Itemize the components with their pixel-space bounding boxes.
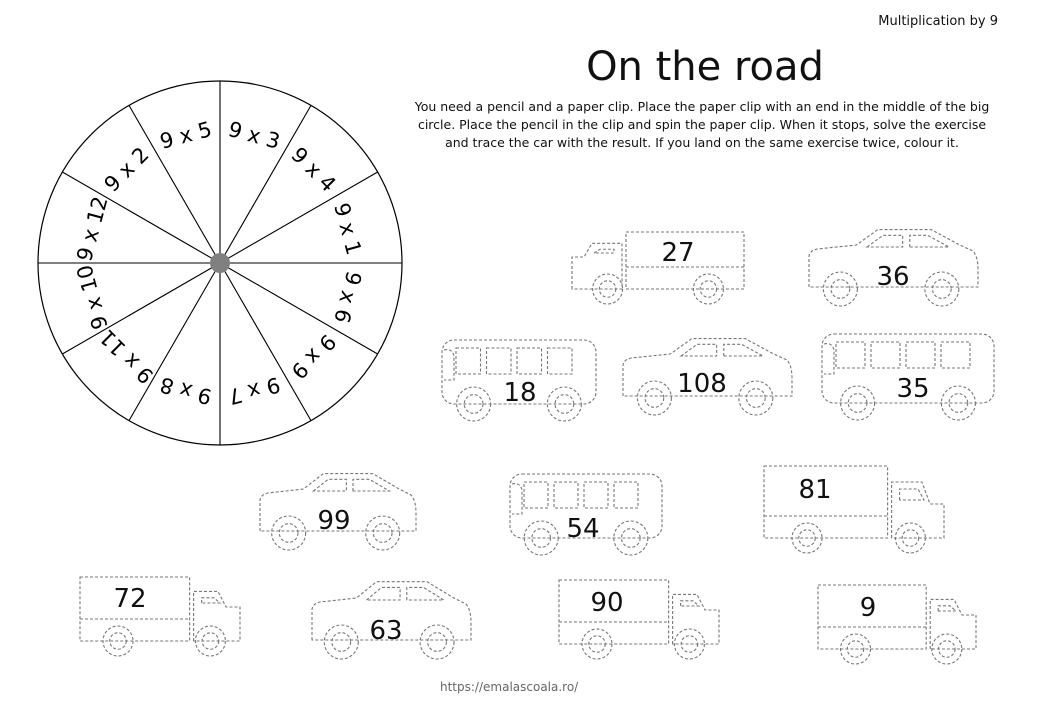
bus-window [487,348,512,374]
vehicle-truck-72[interactable] [76,573,244,665]
wheel-sector-label: 9 x 11 [94,324,159,389]
truck-cab [892,482,944,538]
bus-window [836,342,865,368]
wheel-sector-label: 9 x 5 [157,117,215,154]
vehicle-truck-81[interactable] [760,462,948,562]
car-window [366,587,400,600]
vehicle-number: 72 [113,584,147,614]
wheel-center-pin [210,253,230,273]
wheel-sector-label: 9 x 12 [72,193,113,264]
vehicle-number: 90 [590,588,624,618]
car-window [353,479,389,491]
wheel-hub [746,389,765,408]
spinner-wheel[interactable] [30,80,410,460]
wheel-hub [373,524,392,543]
wheel-tyre [366,516,400,550]
wheel-hub [681,636,698,653]
vehicle-truck-27[interactable] [568,228,748,313]
wheel-tyre [739,381,773,415]
wheel-sector-label: 9 x 9 [286,329,341,384]
bus-window [456,348,481,374]
wheel-tyre [195,626,225,656]
car-window [867,235,903,247]
bus-front-window [824,344,834,374]
instructions-text: You need a pencil and a paper clip. Place the paper clip with an end in the middle of the big circle. Place the pencil in the clip and spin the paper clip. When it stops, solve the exercise and trace the car with the result. If you land on the same exercise twice, colour it. [414,99,990,150]
wheel-tyre [674,629,704,659]
wheel-sector-label: 9 x 1 [329,200,366,258]
wheel-hub [645,389,664,408]
wheel-hub [279,524,298,543]
vehicle-number: 63 [369,616,403,646]
vehicle-number: 27 [661,238,695,268]
vehicle-car-63[interactable] [306,574,474,670]
car-window [407,587,444,600]
bus-window [554,482,578,508]
wheel-tyre [637,381,671,415]
wheel-sector-label: 9 x 7 [225,372,283,409]
wheel-tyre [925,272,959,306]
truck-cab-window [594,249,614,253]
footer-url[interactable]: https://emalascoala.ro/ [440,680,579,694]
wheel-tyre [324,625,358,659]
wheel-tyre [823,272,857,306]
bus-window [614,482,638,508]
wheel-sector-label: 9 x 4 [286,142,341,197]
vehicle-number: 9 [859,593,877,623]
vehicle-number: 36 [876,262,910,292]
wheel-hub [831,280,850,299]
wheel-hub [932,280,951,299]
bus-window [584,482,608,508]
wheel-tyre [420,625,454,659]
wheel-hub [428,633,447,652]
vehicle-truck-9[interactable] [814,581,980,673]
bus-front-window [512,484,522,514]
vehicle-number: 81 [798,475,832,505]
wheel-hub [202,633,219,650]
bus-window [941,342,970,368]
car-window [910,235,949,247]
car-window [313,479,346,491]
wheel-sector-label: 9 x 10 [72,262,113,333]
bus-window [517,348,542,374]
vehicle-number: 35 [896,374,930,404]
vehicle-bus-18[interactable] [438,336,600,426]
truck-cab-window [938,606,956,611]
bus-front-window [444,350,454,380]
truck-cab [194,591,240,641]
car-window [724,344,763,356]
car-window [681,344,717,356]
vehicle-car-36[interactable] [803,222,981,317]
bus-window [548,348,573,374]
vehicle-truck-90[interactable] [555,576,723,668]
truck-cab-window [202,598,220,603]
wheel-sector-label: 9 x 3 [225,117,283,154]
worksheet-category: Multiplication by 9 [878,14,998,29]
vehicle-car-108[interactable] [617,331,795,426]
wheel-sector-label: 9 x 6 [329,268,366,326]
wheel-sector-label: 9 x 2 [99,142,154,197]
bus-window [906,342,935,368]
vehicle-bus-35[interactable] [818,330,998,425]
wheel-tyre [272,516,306,550]
page-title: On the road [586,44,824,90]
vehicle-number: 18 [503,378,537,408]
vehicle-car-99[interactable] [254,466,419,561]
truck-cab [930,599,976,649]
vehicle-bus-54[interactable] [506,470,666,560]
vehicle-number: 99 [317,506,351,536]
vehicle-number: 108 [677,369,727,399]
vehicle-number: 54 [566,514,600,544]
wheel-hub [332,633,351,652]
bus-window [524,482,548,508]
truck-cab-window [681,601,699,606]
truck-cab-window [900,489,924,500]
wheel-sector-label: 9 x 8 [157,372,215,409]
truck-cab [673,594,719,644]
bus-window [871,342,900,368]
